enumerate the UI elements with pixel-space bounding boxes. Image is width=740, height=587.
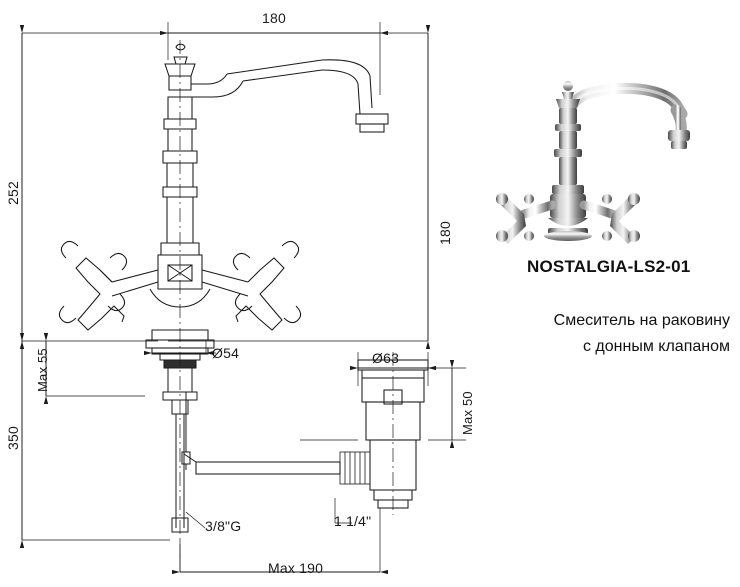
dim-drain-size: 1 1/4" [334, 513, 372, 529]
dim-height-252: 252 [5, 181, 21, 205]
dim-max-55: Max 55 [35, 348, 50, 392]
product-title: NOSTALGIA-LS2-01 [527, 257, 691, 276]
dim-max-50: Max 50 [460, 391, 475, 435]
dim-diameter-63: Ø63 [372, 350, 400, 366]
dim-height-350: 350 [5, 426, 21, 450]
dim-diameter-54: Ø54 [212, 345, 240, 361]
product-description [470, 308, 730, 360]
dim-max-190: Max 190 [268, 560, 324, 576]
dim-spout-reach-top: 180 [262, 10, 286, 26]
product-description-line1: Смеситель на раковину [553, 312, 730, 329]
product-description-line2: с донным клапаном [582, 338, 730, 355]
dim-thread-inlet: 3/8"G [205, 518, 242, 534]
dim-height-180-right: 180 [437, 221, 453, 245]
